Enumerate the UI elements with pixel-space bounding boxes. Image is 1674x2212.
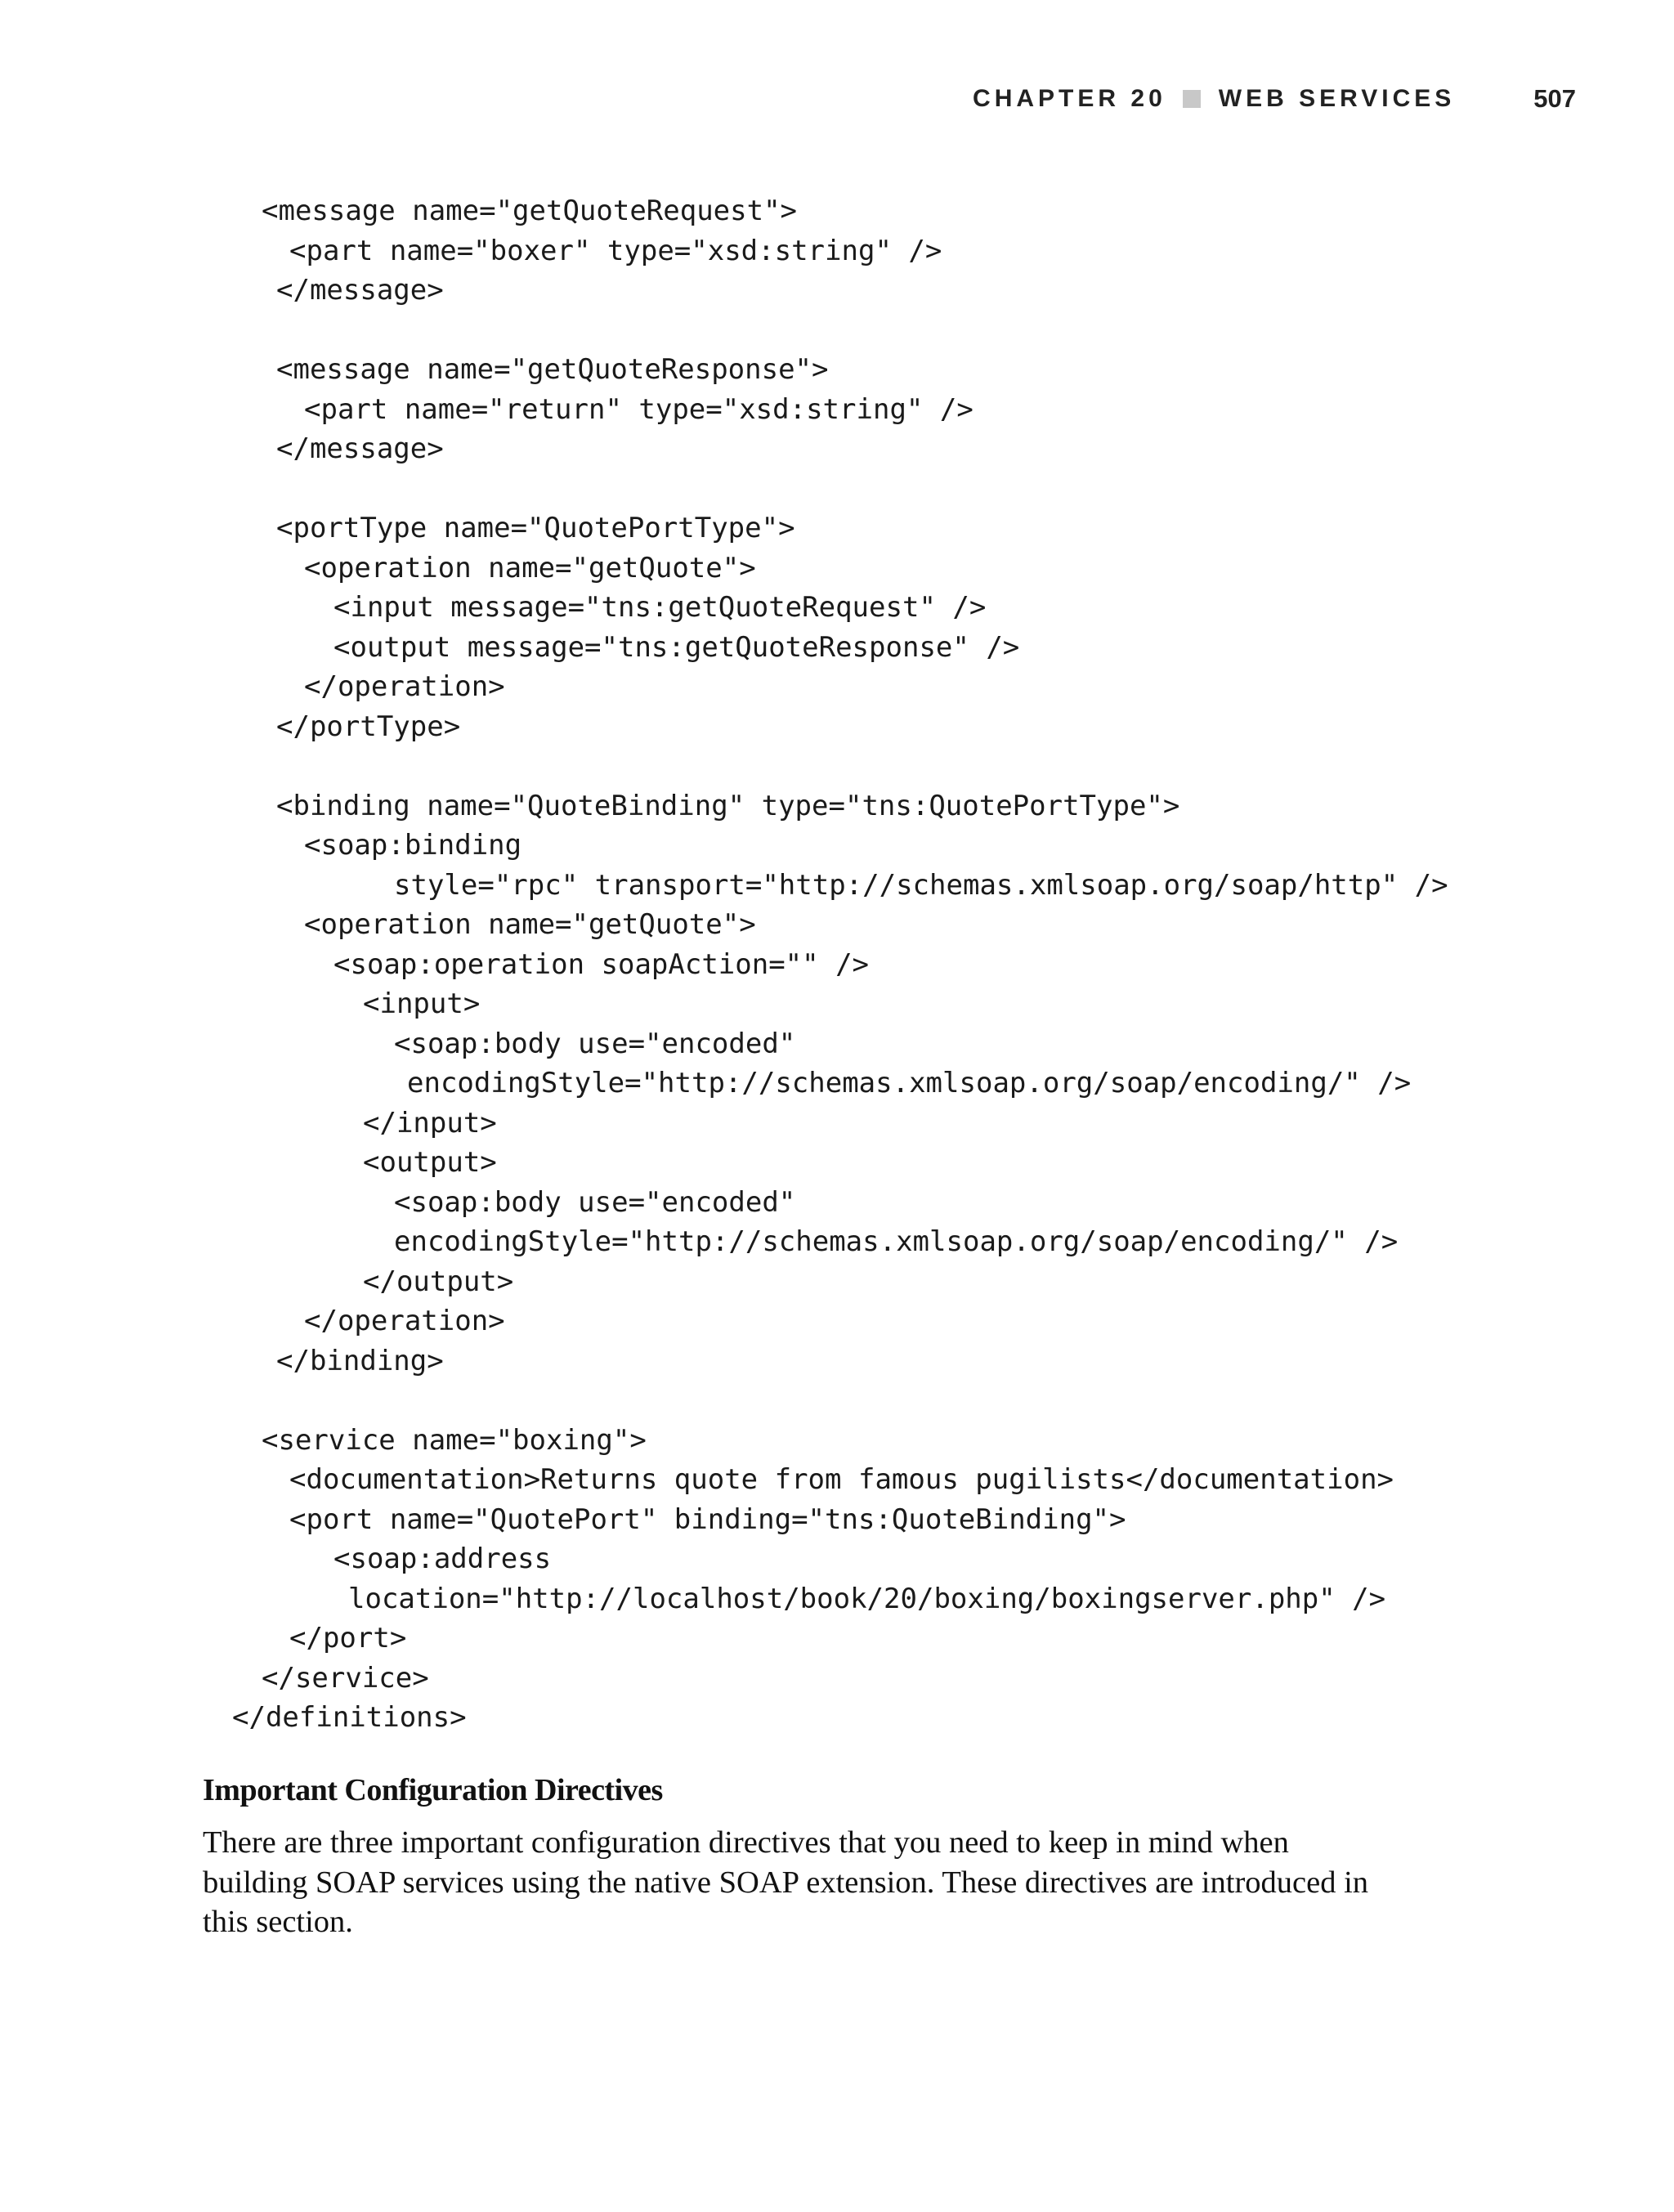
body-paragraph: [203, 1823, 1478, 1942]
separator-square-icon: [1183, 90, 1201, 108]
code-line: style="rpc" transport="http://schemas.xmlsoap.org/soap/http" />: [394, 868, 1448, 902]
code-line: <portType name="QuotePortType">: [276, 512, 795, 544]
code-line: <binding name="QuoteBinding" type="tns:QuotePortType">: [276, 789, 1180, 822]
code-line: <input message="tns:getQuoteRequest" />: [333, 591, 987, 624]
paragraph-line: There are three important configuration directives that you need to keep in mind when: [203, 1825, 1289, 1860]
code-line: <soap:body use="encoded": [394, 1027, 796, 1060]
code-line: encodingStyle="http://schemas.xmlsoap.org/soap/encoding/" />: [407, 1067, 1412, 1099]
code-line: location="http://localhost/book/20/boxing/boxingserver.php" />: [348, 1582, 1386, 1615]
code-line: </operation>: [304, 1305, 505, 1337]
code-line: <operation name="getQuote">: [304, 908, 756, 941]
code-line: <soap:address: [333, 1543, 552, 1575]
code-line: <port name="QuotePort" binding="tns:QuoteBinding">: [289, 1502, 1126, 1536]
code-line: </output>: [363, 1265, 514, 1298]
code-line: [0, 311, 1674, 351]
page-number: 507: [1533, 84, 1576, 113]
section-heading: Important Configuration Directives: [203, 1773, 663, 1807]
code-line: <output message="tns:getQuoteResponse" />: [333, 630, 1020, 664]
code-line: </port>: [289, 1622, 407, 1655]
paragraph-line: building SOAP services using the native SOAP extension. These directives are introduced in: [203, 1865, 1369, 1900]
code-line: <output>: [363, 1146, 497, 1179]
code-line: </definitions>: [232, 1701, 467, 1734]
code-line: </operation>: [304, 670, 505, 703]
code-listing: [0, 191, 1674, 1738]
code-line: [0, 469, 1674, 509]
paragraph-line: this section.: [203, 1905, 353, 1939]
code-line: [0, 746, 1674, 786]
chapter-label: CHAPTER 20: [973, 85, 1166, 112]
code-line: <message name="getQuoteResponse">: [276, 353, 829, 386]
code-line: <soap:body use="encoded": [394, 1185, 796, 1219]
code-line: </portType>: [276, 710, 461, 743]
running-head: [973, 78, 1576, 119]
code-line: <operation name="getQuote">: [304, 551, 756, 584]
code-line: </binding>: [276, 1344, 444, 1377]
code-line: <part name="return" type="xsd:string" />: [304, 392, 974, 426]
code-line: [0, 1381, 1674, 1421]
code-line: <input>: [363, 987, 481, 1020]
code-line: </input>: [363, 1106, 497, 1140]
code-line: </service>: [262, 1661, 429, 1695]
code-line: <soap:binding: [304, 829, 522, 862]
code-line: <message name="getQuoteRequest">: [262, 195, 798, 227]
code-line: <documentation>Returns quote from famous pugilists</documentation>: [289, 1463, 1394, 1496]
section-title: WEB SERVICES: [1218, 85, 1456, 112]
code-line: encodingStyle="http://schemas.xmlsoap.org/soap/encoding/" />: [394, 1225, 1399, 1258]
code-line: <soap:operation soapAction="" />: [333, 947, 870, 981]
code-line: </message>: [276, 274, 444, 307]
code-line: <part name="boxer" type="xsd:string" />: [289, 234, 942, 267]
code-line: </message>: [276, 432, 444, 465]
code-line: <service name="boxing">: [262, 1423, 647, 1457]
